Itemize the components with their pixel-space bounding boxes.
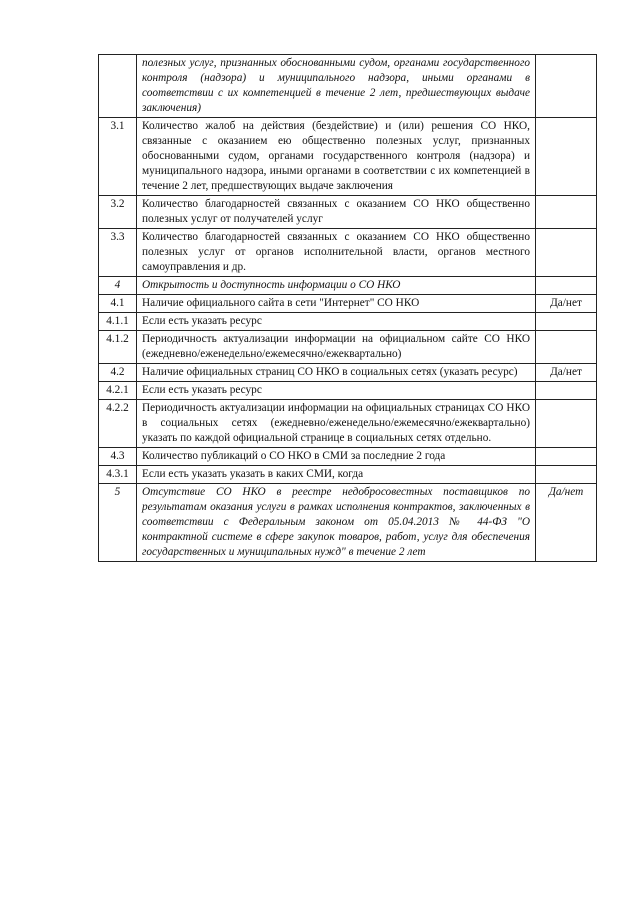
section-number: 5 xyxy=(99,484,137,562)
row-value xyxy=(536,55,597,118)
criteria-table xyxy=(98,54,597,562)
row-number: 3.1 xyxy=(99,118,137,196)
table-row xyxy=(99,295,597,313)
row-number: 4.1.1 xyxy=(99,313,137,331)
table-row xyxy=(99,382,597,400)
row-value: Да/нет xyxy=(536,484,597,562)
row-value xyxy=(536,277,597,295)
row-value: Да/нет xyxy=(536,364,597,382)
section-number: 4 xyxy=(99,277,137,295)
row-number: 4.1.2 xyxy=(99,331,137,364)
table-row xyxy=(99,118,597,196)
row-value xyxy=(536,382,597,400)
table-row xyxy=(99,313,597,331)
row-text: Наличие официальных страниц СО НКО в социальных сетях (указать ресурс) xyxy=(137,364,536,382)
row-number: 4.3 xyxy=(99,448,137,466)
row-text: Наличие официального сайта в сети "Интернет" СО НКО xyxy=(137,295,536,313)
row-number: 4.2.1 xyxy=(99,382,137,400)
table-row xyxy=(99,55,597,118)
section-row xyxy=(99,277,597,295)
row-value xyxy=(536,466,597,484)
row-number: 3.3 xyxy=(99,229,137,277)
row-text: Количество публикаций о СО НКО в СМИ за последние 2 года xyxy=(137,448,536,466)
row-text: Количество жалоб на действия (бездействие) и (или) решения СО НКО, связанные с оказанием ею общественно полезных услуг, признанных обоснованными судом, органами государственного контроля (надзора) и муниципального надзора, иными органами в соответствии с их компетенцией в течение 2 лет, предшествующих выдаче заключения xyxy=(137,118,536,196)
row-value xyxy=(536,331,597,364)
row-text: Если есть указать ресурс xyxy=(137,313,536,331)
row-text: Периодичность актуализации информации на официальных страницах СО НКО в социальных сетях (ежедневно/еженедельно/ежемесячно/ежеквартально) указать по каждой официальной странице в социальных сетях отдельно. xyxy=(137,400,536,448)
section-title: Отсутствие СО НКО в реестре недобросовестных поставщиков по результатам оказания услуги в рамках исполнения контрактов, заключенных в соответствии с Федеральным законом от 05.04.2013 № 44-ФЗ "О контрактной системе в сфере закупок товаров, работ, услуг для обеспечения государственных и муниципальных нужд" в течение 2 лет xyxy=(137,484,536,562)
row-number: 4.2.2 xyxy=(99,400,137,448)
row-value: Да/нет xyxy=(536,295,597,313)
table-row xyxy=(99,364,597,382)
table-row xyxy=(99,448,597,466)
row-value xyxy=(536,118,597,196)
table-row xyxy=(99,400,597,448)
table-row xyxy=(99,196,597,229)
row-value xyxy=(536,400,597,448)
row-text: Количество благодарностей связанных с оказанием СО НКО общественно полезных услуг от органов исполнительной власти, органов местного самоуправления и др. xyxy=(137,229,536,277)
row-number: 4.1 xyxy=(99,295,137,313)
document-page xyxy=(98,54,596,562)
row-number: 4.3.1 xyxy=(99,466,137,484)
row-value xyxy=(536,196,597,229)
row-value xyxy=(536,448,597,466)
row-number xyxy=(99,55,137,118)
table-row xyxy=(99,229,597,277)
row-text: Периодичность актуализации информации на официальном сайте СО НКО (ежедневно/еженедельно/ежемесячно/ежеквартально) xyxy=(137,331,536,364)
row-text: Если есть указать указать в каких СМИ, когда xyxy=(137,466,536,484)
row-text: полезных услуг, признанных обоснованными судом, органами государственного контроля (надзора) и муниципального надзора, иными органами в соответствии с их компетенцией в течение 2 лет, предшествующих выдаче заключения) xyxy=(137,55,536,118)
table-row xyxy=(99,331,597,364)
row-number: 3.2 xyxy=(99,196,137,229)
row-value xyxy=(536,313,597,331)
table-row xyxy=(99,466,597,484)
row-number: 4.2 xyxy=(99,364,137,382)
section-title: Открытость и доступность информации о СО НКО xyxy=(137,277,536,295)
row-text: Если есть указать ресурс xyxy=(137,382,536,400)
section-row xyxy=(99,484,597,562)
row-text: Количество благодарностей связанных с оказанием СО НКО общественно полезных услуг от получателей услуг xyxy=(137,196,536,229)
row-value xyxy=(536,229,597,277)
